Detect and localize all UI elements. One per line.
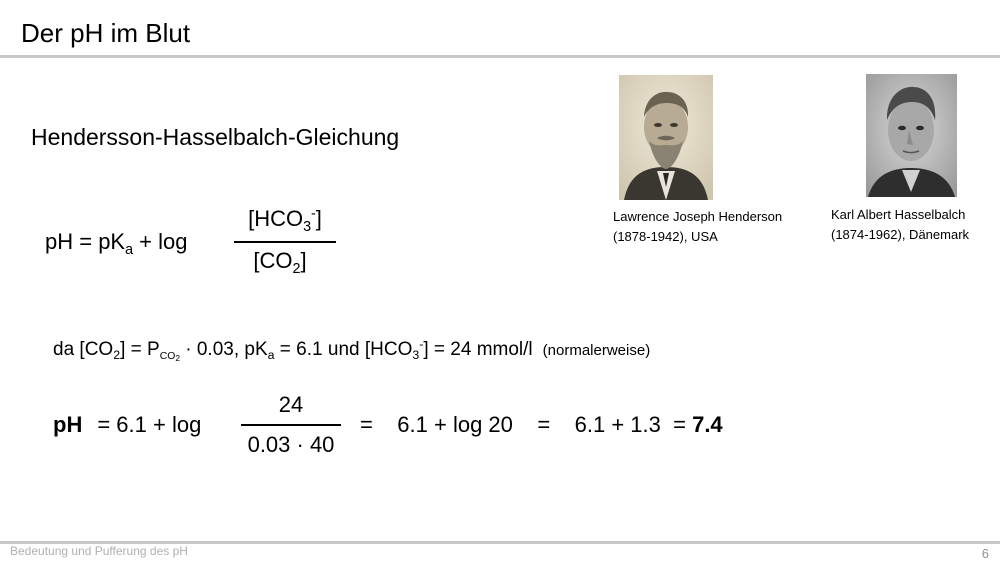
equation2-fraction-bar: [241, 424, 341, 426]
equation1-num-sub: 3: [303, 219, 312, 235]
equation2-rhs: [360, 412, 723, 438]
equation1-lhs: [45, 229, 188, 258]
hasselbalch-caption: [831, 205, 969, 245]
equation1-den-sub: 2: [292, 261, 301, 277]
equation1-num-text: [HCO: [248, 206, 304, 231]
equation2-rhs-text: = 6.1 + log 20 = 6.1 + 1.3 =: [360, 412, 686, 437]
equation1-denominator: [234, 248, 326, 277]
definition-pco2: ] = P: [120, 339, 160, 360]
slide-title: Der pH im Blut: [21, 18, 191, 48]
definition-line: [53, 337, 651, 364]
equation2-result: 7.4: [692, 412, 723, 437]
equation1-num-sup: -: [311, 206, 316, 223]
equation2-lhs: [53, 412, 201, 438]
definition-pco2-subsub: 2: [175, 353, 180, 364]
equation1-den-text: [CO: [253, 248, 293, 273]
equation2-numerator: 24: [278, 392, 304, 417]
hasselbalch-portrait: [866, 74, 957, 197]
hasselbalch-portrait-image: [866, 74, 957, 197]
hasselbalch-name: Karl Albert Hasselbalch: [831, 207, 966, 222]
definition-pka: · 0.03, pK: [179, 339, 268, 360]
henderson-caption: [613, 207, 782, 247]
hasselbalch-dates: (1874-1962), Dänemark: [831, 227, 970, 242]
title-divider: [0, 55, 1000, 58]
definition-hco3-sub: 3: [412, 348, 420, 363]
definition-pka-sub: a: [267, 348, 275, 363]
definition-pco2-sub-text: CO: [159, 350, 176, 362]
equation2-denominator: 0.03 · 40: [247, 432, 335, 457]
definition-co2-sub: 2: [113, 348, 121, 363]
henderson-name: Lawrence Joseph Henderson: [613, 209, 783, 224]
equation1-numerator: [234, 206, 336, 235]
equation1-num-close: ]: [315, 206, 322, 231]
equation1-den-close: ]: [300, 248, 307, 273]
definition-pco2-sub: [160, 351, 180, 362]
definition-note: (normalerweise): [542, 342, 651, 359]
equation1-fraction-bar: [234, 241, 336, 243]
definition-hco3-value: ] = 24 mmol/l: [423, 339, 533, 360]
henderson-portrait: [619, 75, 713, 200]
definition-hco3-sup: -: [419, 337, 424, 352]
henderson-portrait-image: [619, 75, 713, 200]
page-number: 6: [981, 546, 989, 561]
definition-co2: da [CO: [53, 339, 114, 360]
equation1-lhs-text: pH = pK: [45, 229, 126, 254]
equation1-log-text: + log: [133, 229, 188, 254]
equation-heading: Hendersson-Hasselbalch-Gleichung: [31, 124, 400, 150]
equation2-lhs-text: = 6.1 + log: [97, 412, 202, 437]
equation2-ph: pH: [53, 412, 83, 437]
footer-text: Bedeutung und Pufferung des pH: [10, 544, 188, 558]
equation1-lhs-subscript: a: [125, 242, 134, 258]
henderson-dates: (1878-1942), USA: [613, 229, 718, 244]
definition-hco3: = 6.1 und [HCO: [274, 339, 413, 360]
